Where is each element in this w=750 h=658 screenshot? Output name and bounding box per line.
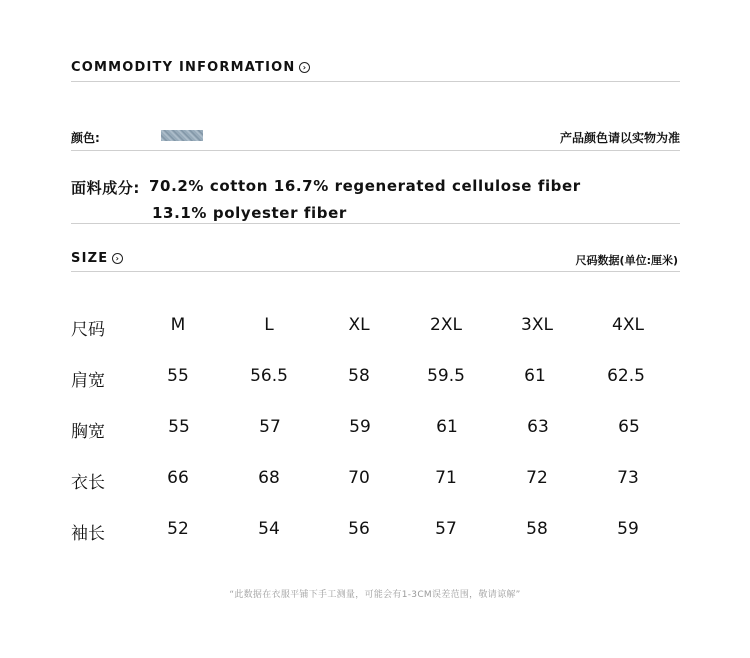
measurement-disclaimer: “此数据在衣服平铺下手工测量，可能会有1-3CM误差范围，敬请谅解” — [229, 590, 521, 600]
table-cell: 68 — [258, 468, 280, 488]
divider — [71, 81, 680, 82]
commodity-info-title — [71, 60, 310, 75]
table-cell: 70 — [348, 468, 370, 488]
table-cell: 72 — [526, 468, 548, 488]
table-header-label: 尺码 — [71, 320, 105, 340]
table-cell: 58 — [526, 519, 548, 539]
color-note: 产品颜色请以实物为准 — [559, 131, 680, 145]
size-header-cell: 3XL — [521, 315, 553, 335]
table-cell: 54 — [258, 519, 280, 539]
size-header-cell: 2XL — [430, 315, 462, 335]
color-label: 颜色: — [71, 131, 100, 145]
commodity-info-label: COMMODITY INFORMATION — [71, 60, 296, 75]
row-label-length: 衣长 — [71, 473, 105, 493]
table-cell: 71 — [435, 468, 457, 488]
table-cell: 61 — [524, 366, 546, 386]
table-cell: 58 — [348, 366, 370, 386]
table-cell: 73 — [617, 468, 639, 488]
table-cell: 62.5 — [607, 366, 645, 386]
chevron-right-circle-icon: › — [299, 62, 310, 73]
table-cell: 55 — [167, 366, 189, 386]
fabric-line-2: 13.1% polyester fiber — [152, 204, 347, 222]
size-title — [71, 251, 123, 266]
size-label: SIZE — [71, 251, 109, 266]
size-header-cell: XL — [348, 315, 370, 335]
table-cell: 52 — [167, 519, 189, 539]
fabric-label: 面料成分: — [71, 179, 140, 197]
unit-note: 尺码数据(单位:厘米) — [575, 254, 678, 267]
size-header-cell: M — [170, 315, 186, 335]
divider — [71, 223, 680, 224]
table-cell: 65 — [618, 417, 640, 437]
row-label-sleeve: 袖长 — [71, 524, 105, 544]
size-header-cell: L — [264, 315, 274, 335]
table-cell: 61 — [436, 417, 458, 437]
table-cell: 63 — [527, 417, 549, 437]
table-cell: 59 — [349, 417, 371, 437]
table-cell: 55 — [168, 417, 190, 437]
table-cell: 59.5 — [427, 366, 465, 386]
fabric-line-1: 70.2% cotton 16.7% regenerated cellulose fiber — [149, 177, 581, 195]
table-cell: 56 — [348, 519, 370, 539]
size-header-cell: 4XL — [612, 315, 644, 335]
divider — [71, 271, 680, 272]
chevron-right-circle-icon: › — [112, 253, 123, 264]
divider — [71, 150, 680, 151]
table-cell: 57 — [435, 519, 457, 539]
table-cell: 66 — [167, 468, 189, 488]
table-cell: 56.5 — [250, 366, 288, 386]
table-cell: 59 — [617, 519, 639, 539]
row-label-shoulder: 肩宽 — [71, 371, 105, 391]
color-swatch — [161, 130, 203, 141]
row-label-chest: 胸宽 — [71, 422, 105, 442]
table-cell: 57 — [259, 417, 281, 437]
